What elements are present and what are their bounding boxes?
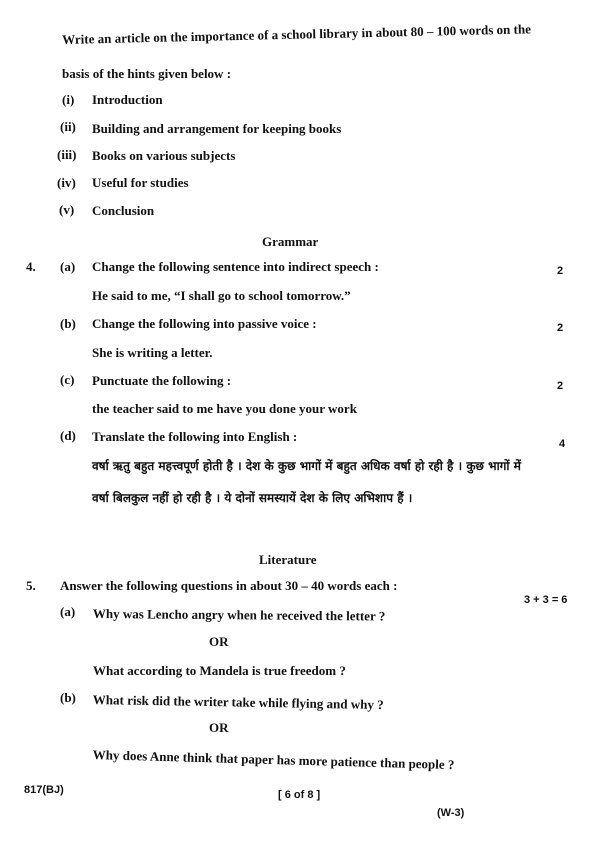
q5b-question2: Why does Anne think that paper has more patience than people ? <box>92 747 455 773</box>
q5a-question2: What according to Mandela is true freedom ? <box>93 663 346 678</box>
q4a-text: Change the following sentence into indirect speech : <box>92 259 379 274</box>
q4d-hindi-line2: वर्षा बिलकुल नहीं हो रही है । ये दोनों समस्यायें देश के लिए अभिशाप हैं । <box>92 491 413 505</box>
q5-marks: 3 + 3 = 6 <box>524 594 568 606</box>
hint-text: Building and arrangement for keeping books <box>92 121 342 136</box>
q4b-text: Change the following into passive voice : <box>92 316 317 331</box>
hint-text: Conclusion <box>92 203 155 218</box>
q5b-question1: What risk did the writer take while flying and why ? <box>92 692 384 713</box>
hint-text: Books on various subjects <box>92 148 236 163</box>
q4b-marks: 2 <box>557 322 564 334</box>
grammar-heading: Grammar <box>262 234 319 249</box>
hint-num: (v) <box>59 202 75 217</box>
q5a-label: (a) <box>60 604 76 619</box>
q4c-marks: 2 <box>557 380 564 392</box>
q4c-sentence: the teacher said to me have you done your work <box>92 401 357 416</box>
q4d-text: Translate the following into English : <box>92 429 298 444</box>
q5b-or: OR <box>209 720 229 735</box>
hint-num: (iv) <box>57 175 76 190</box>
hint-num: (i) <box>62 92 75 107</box>
q4b-label: (b) <box>60 316 76 331</box>
q4d-label: (d) <box>60 428 76 443</box>
literature-heading: Literature <box>259 552 317 567</box>
q4a-sentence: He said to me, “I shall go to school tomorrow.” <box>92 288 351 303</box>
paper-code: 817(BJ) <box>24 784 64 796</box>
q4d-marks: 4 <box>559 438 566 450</box>
q5-text: Answer the following questions in about 30 – 40 words each : <box>60 578 398 593</box>
hint-text: Introduction <box>92 92 163 107</box>
q4c-text: Punctuate the following : <box>92 373 232 388</box>
hint-num: (iii) <box>57 147 77 162</box>
q3-prompt-line2: basis of the hints given below : <box>62 66 232 81</box>
q5a-question1: Why was Lencho angry when he received the letter ? <box>92 606 386 624</box>
q4d-hindi-line1: वर्षा ऋतु बहुत महत्त्वपूर्ण होती है । देश के कुछ भागों में बहुत अधिक वर्षा हो रही है । कुछ भागों में <box>92 459 521 473</box>
q4a-marks: 2 <box>557 265 564 277</box>
q4c-label: (c) <box>60 372 75 387</box>
q5a-or: OR <box>209 634 229 649</box>
page-number: [ 6 of 8 ] <box>278 789 321 801</box>
hint-text: Useful for studies <box>92 175 189 190</box>
q3-prompt-line1: Write an article on the importance of a school library in about 80 – 100 words on the <box>62 21 532 47</box>
q4b-sentence: She is writing a letter. <box>92 345 213 360</box>
q4-number: 4. <box>26 259 36 274</box>
q4a-label: (a) <box>60 259 76 274</box>
hint-num: (ii) <box>60 119 76 134</box>
q5-number: 5. <box>26 578 36 593</box>
q5b-label: (b) <box>60 690 76 705</box>
series-code: (W-3) <box>437 807 465 819</box>
